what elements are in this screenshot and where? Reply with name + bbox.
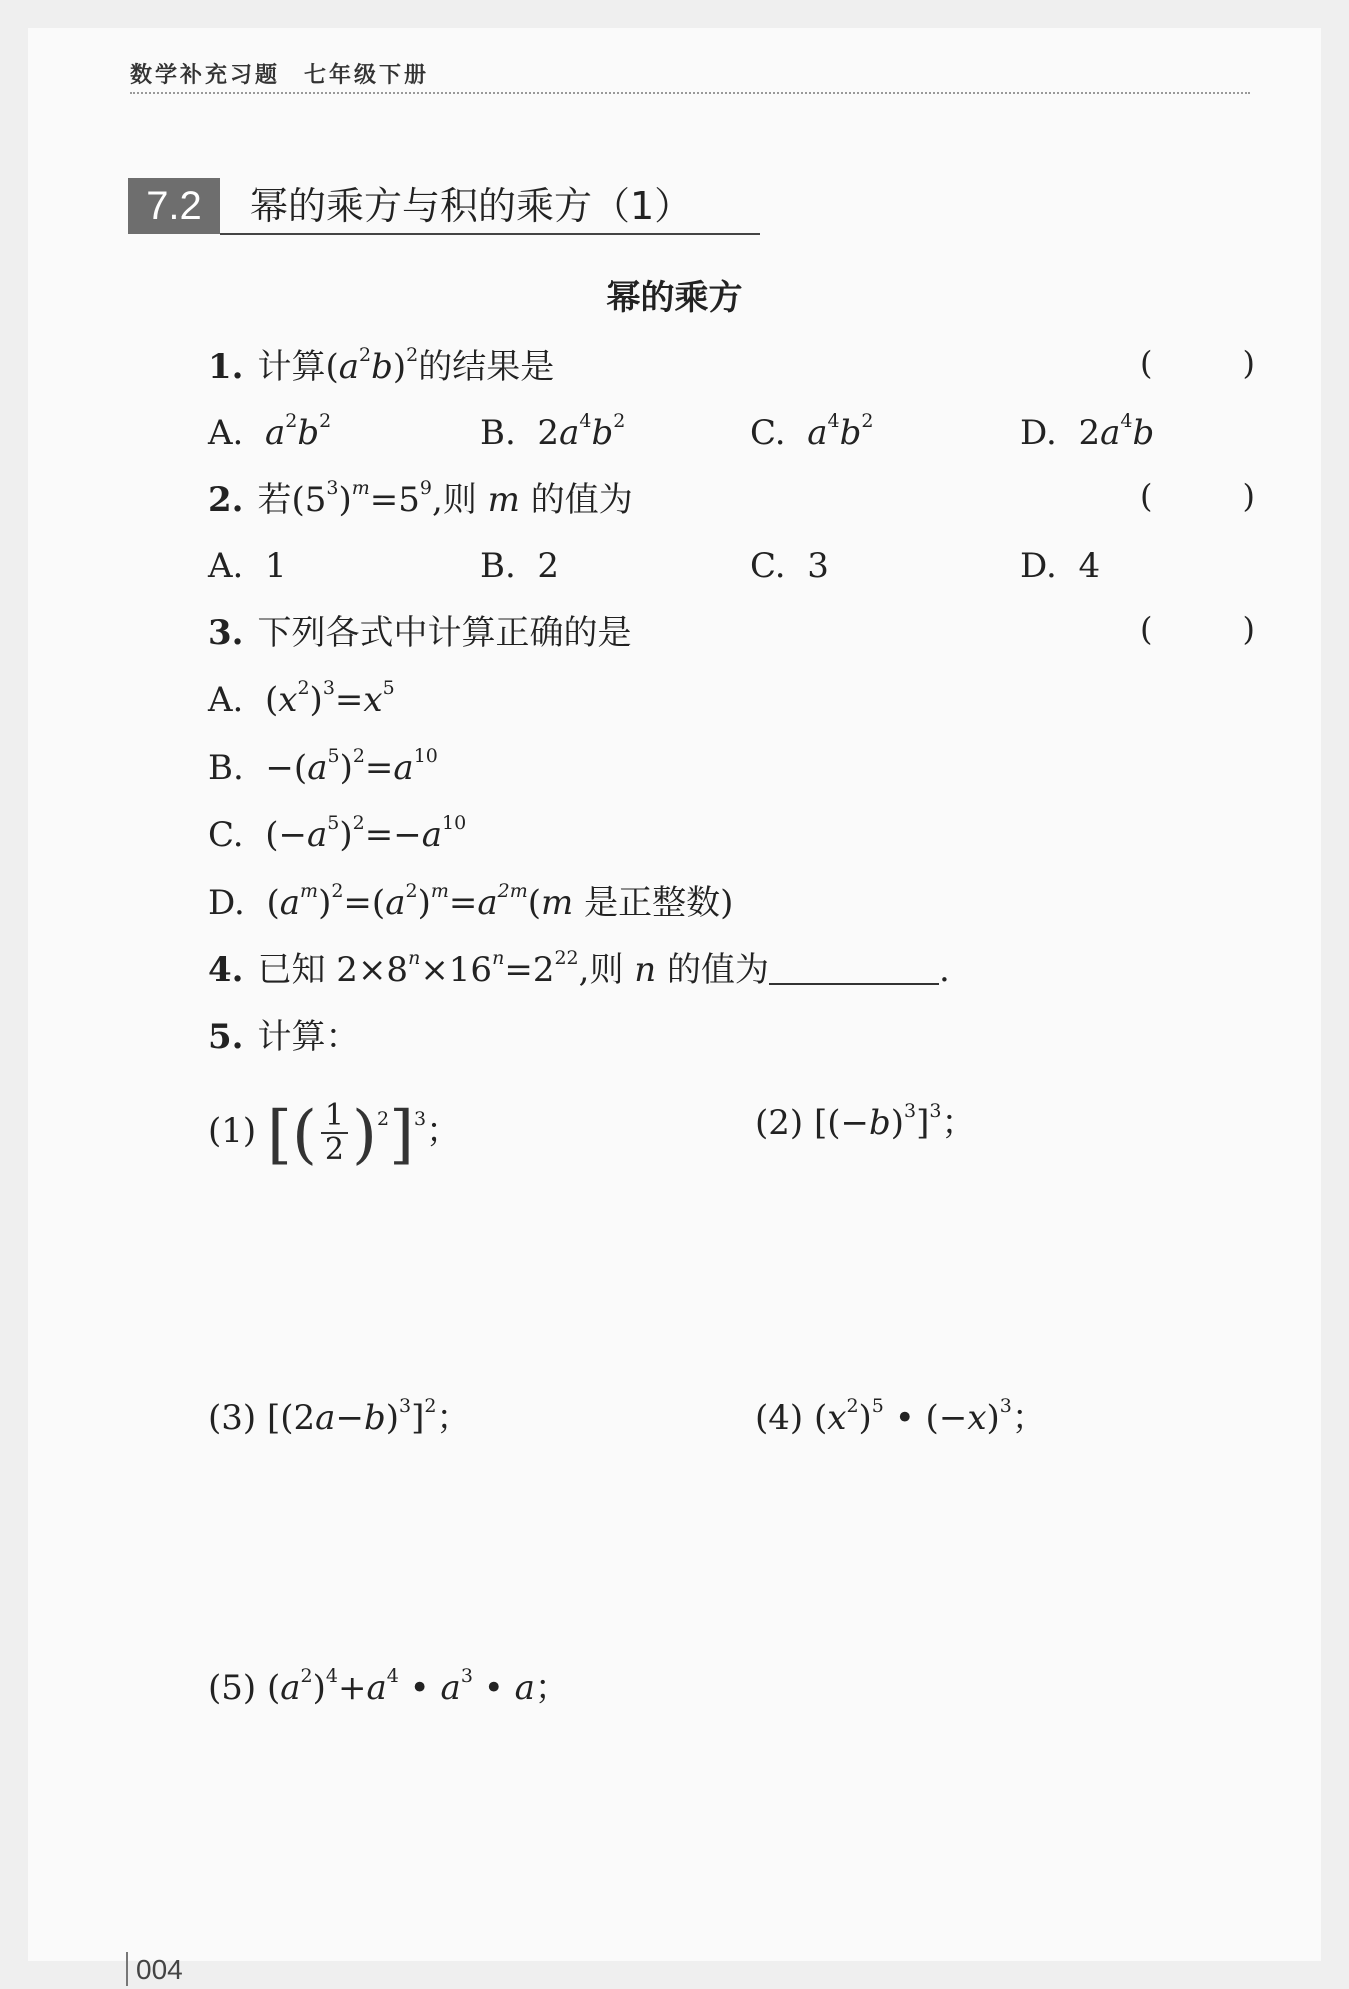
book-title: 数学补充习题 xyxy=(130,63,281,88)
running-header xyxy=(130,58,453,89)
fraction-one-half: $\frac{1}{2}$ xyxy=(321,1100,348,1166)
q3-option-a[interactable]: A. $(x^2)^3=x^5$ xyxy=(208,676,395,720)
q5-part-1: (1) [( $\frac{1}{2}$ )$^2$]$^3$； xyxy=(208,1098,461,1172)
section-number: 7.2 xyxy=(128,178,220,234)
page-number: 004 xyxy=(136,1954,183,1985)
answer-paren-2[interactable]: ( ) xyxy=(1140,477,1255,515)
q3-option-d[interactable]: D. $(a^m)^2=(a^2)^m=a^{2m}(m$ 是正整数) xyxy=(208,879,734,923)
header-divider xyxy=(130,92,1250,94)
q2-option-b[interactable]: B. 2 xyxy=(480,546,560,586)
grade-title: 七年级下册 xyxy=(304,63,430,88)
section-title: 幂的乘方与积的乘方（1） xyxy=(250,184,693,228)
q5-part-2: (2) $[(-b)^3]^3$； xyxy=(755,1099,976,1143)
subtitle: 幂的乘方 xyxy=(606,278,743,318)
answer-paren-1[interactable]: ( ) xyxy=(1140,344,1255,382)
q2-option-c[interactable]: C. 3 xyxy=(750,546,829,586)
question-4: 4. 已知 $2\times 8^n\times 16^n=2^{22}$,则 n 的值为 . xyxy=(208,946,950,990)
q1-option-d[interactable]: D. $2a^4b$ xyxy=(1020,409,1155,453)
section-underline xyxy=(220,233,760,235)
q2-option-d[interactable]: D. 4 xyxy=(1020,546,1101,586)
answer-paren-3[interactable]: ( ) xyxy=(1140,610,1255,648)
q3-option-b[interactable]: B. $-(a^5)^2=a^{10}$ xyxy=(208,744,438,788)
q1-option-b[interactable]: B. $2a^4b^2$ xyxy=(480,409,626,453)
q4-answer-blank[interactable] xyxy=(769,949,939,985)
question-5: 5. 计算： xyxy=(208,1017,360,1057)
q2-option-a[interactable]: A. 1 xyxy=(208,546,287,586)
q3-option-c[interactable]: C. $(-a^5)^2=-a^{10}$ xyxy=(208,811,467,855)
page-number-bar xyxy=(126,1952,128,1986)
q5-part-3: (3) $[(2a-b)^3]^2$； xyxy=(208,1394,471,1438)
q1-option-a[interactable]: A. $a^2b^2$ xyxy=(208,409,332,453)
question-1: 1. 计算$(a^2b)^2$的结果是 xyxy=(208,343,555,387)
question-3: 3. 下列各式中计算正确的是 xyxy=(208,613,632,653)
q5-part-4: (4) $(x^2)^5$ • $(-x)^3$； xyxy=(755,1394,1046,1438)
q5-part-5: (5) $(a^2)^4+a^4$ • $a^3$ • a； xyxy=(208,1664,569,1708)
q1-option-c[interactable]: C. $a^4b^2$ xyxy=(750,409,874,453)
question-2: 2. 若$(5^3)^m=5^9$,则 m 的值为 xyxy=(208,476,633,520)
